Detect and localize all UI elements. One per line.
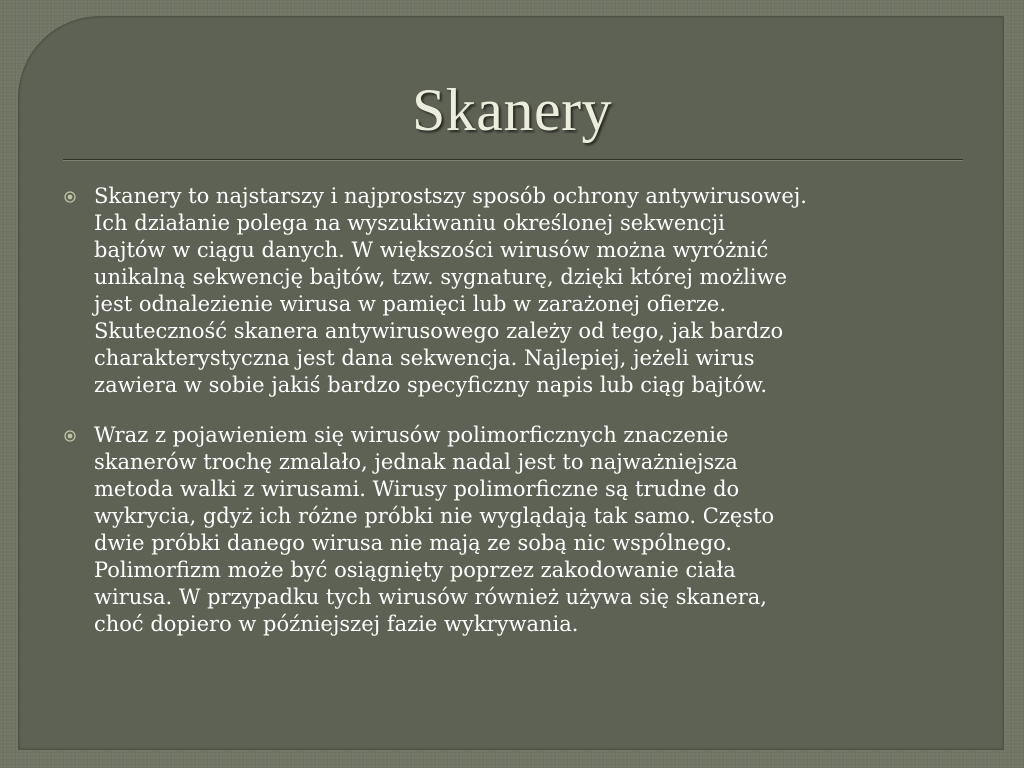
- title-divider: [63, 159, 963, 161]
- bullet-line: bajtów w ciągu danych. W większości wirusów można wyróżnić: [94, 238, 769, 262]
- bullet-line: Skuteczność skanera antywirusowego zależy od tego, jak bardzo: [94, 319, 784, 343]
- bullet-line: unikalną sekwencję bajtów, tzw. sygnaturę, dzięki której możliwe: [94, 265, 787, 289]
- bullet-line: metoda walki z wirusami. Wirusy polimorficzne są trudne do: [94, 477, 740, 501]
- bullet-line: dwie próbki danego wirusa nie mają ze sobą nic wspólnego.: [94, 531, 733, 555]
- bullet-line: wirusa. W przypadku tych wirusów również używa się skanera,: [94, 585, 767, 609]
- slide-title: Skanery: [411, 77, 613, 143]
- target-bullet-icon: [64, 430, 76, 442]
- bullet-line: Polimorfizm może być osiągnięty poprzez zakodowanie ciała: [94, 558, 736, 582]
- bullet-line: jest odnalezienie wirusa w pamięci lub w zarażonej ofierze.: [94, 292, 726, 316]
- bullet-line: wykrycia, gdyż ich różne próbki nie wyglądają tak samo. Często: [94, 504, 775, 528]
- bullet-line: zawiera w sobie jakiś bardzo specyficzny napis lub ciąg bajtów.: [94, 373, 768, 397]
- slide-content: [64, 183, 964, 661]
- bullet-line: charakterystyczna jest dana sekwencja. Najlepiej, jeżeli wirus: [94, 346, 755, 370]
- bullet-line: skanerów trochę zmalało, jednak nadal jest to najważniejsza: [94, 450, 738, 474]
- bullet-line: Wraz z pojawieniem się wirusów polimorficznych znaczenie: [94, 423, 729, 447]
- bullet-line: Skanery to najstarszy i najprostszy sposób ochrony antywirusowej.: [94, 184, 807, 208]
- bullet-item-2: [64, 422, 964, 638]
- bullet-line: Ich działanie polega na wyszukiwaniu określonej sekwencji: [94, 211, 725, 235]
- bullet-line: choć dopiero w późniejszej fazie wykrywania.: [94, 612, 579, 636]
- bullet-item-1: [64, 183, 964, 399]
- target-bullet-icon: [64, 191, 76, 203]
